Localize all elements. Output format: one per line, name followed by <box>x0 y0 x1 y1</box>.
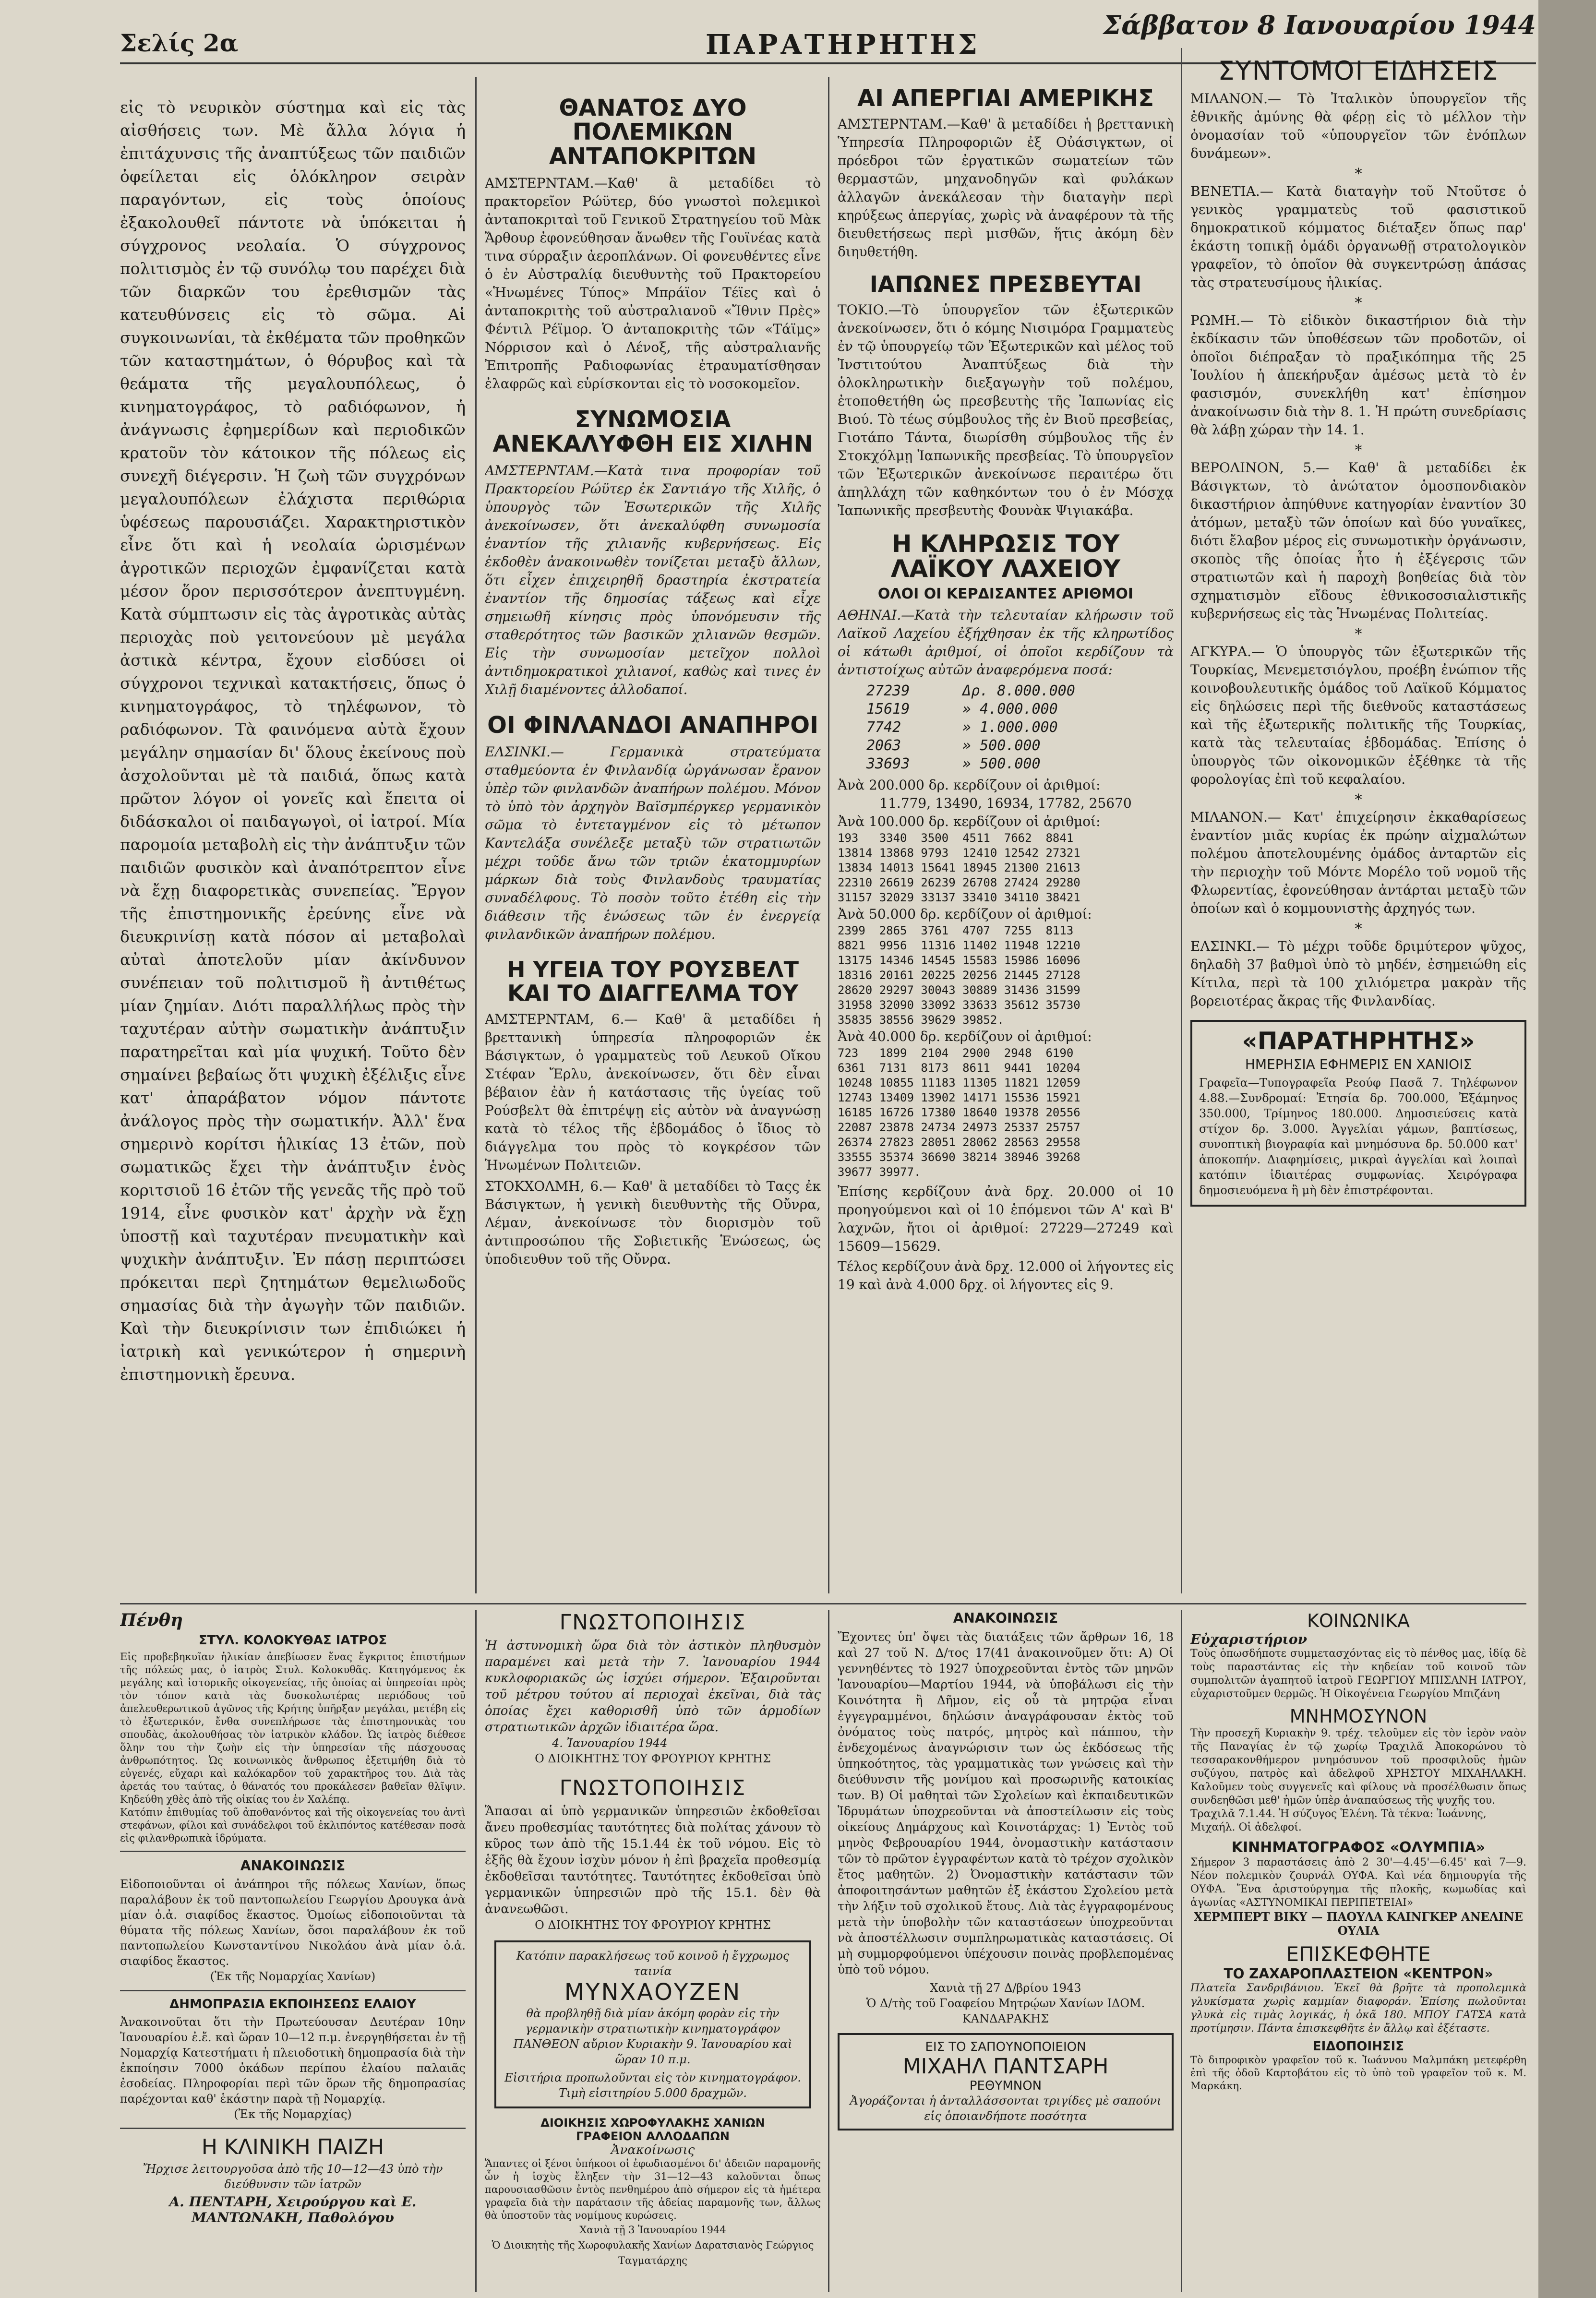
soap-ad-city: ΡΕΘΥΜΝΟΝ <box>969 2079 1042 2093</box>
lottery-prize-list <box>866 682 1174 773</box>
divider <box>120 1990 466 1991</box>
lottery-line-50: Ἀνὰ 50.000 δρ. κερδίζουν οἱ ἀριθμοί: <box>838 906 1092 922</box>
article-conspiracy-text: ΑΜΣΤΕΡΝΤΑΜ.—Κατὰ τινα προφορίαν τοῦ Πρακτορείου Ρώϋτερ ἐκ Σαντιάγο τῆς Χιλῆς, ὁ ὑπουργὸς τῶν Ἐσωτερικῶν τῆς Χιλῆς ἀνεκοίνωσεν, ὅτι ἀνεκαλύφθη συνωμοσία ἐναντίον τῆς χιλιανῆς κυβερνήσεως. Εἰς ἐκδοθὲν ἀνακοινωθὲν τονίζεται μεταξὺ ἄλλων, ὅτι εἶχεν ἐπιχειρηθῆ δραστηρία ἐκστρατεία ἐναντίον τῆς δημοσίας τάξεως καὶ εἶχε σημειωθῆ κίνησις πρὸς ὑπονόμευσιν τῆς σταθερότητος τῶν βασικῶν χιλιανῶν θεσμῶν. Εἰς τὴν συνωμοσίαν μετεῖχον πολλοὶ ἀντιδημοκρατικοὶ χιλιανοί, καθὼς καὶ τινες ἐν Χιλῇ διαμένοντες ἀλλοδαποί. <box>485 462 821 697</box>
soap-ad-name: ΜΙΧΑΗΛ ΠΑΝΤΣΑΡΗ <box>902 2054 1109 2079</box>
soap-ad-text: Ἀγοράζονται ἡ ἀνταλλάσσονται τριγίδες μὲ σαπούνι εἰς ὁποιανδήποτε ποσότητα <box>850 2094 1162 2123</box>
column-4 <box>1190 53 1526 1598</box>
lottery-prize-row <box>866 718 1174 737</box>
headline-deaths: ΘΑΝΑΤΟΣ ΔΥΟ ΠΟΛΕΜΙΚΩΝ ΑΝΤΑΠΟΚΡΙΤΩΝ <box>549 95 757 170</box>
divider <box>120 2128 466 2129</box>
lottery-prize-amount: » 500.000 <box>962 737 1041 754</box>
auction-title: ΔΗΜΟΠΡΑΣΙΑ ΕΚΠΟΙΗΣΕΩΣ ΕΛΑΙΟΥ <box>169 1997 416 2011</box>
gendarmerie-label: Ἀνακοίνωσις <box>611 2143 695 2157</box>
headline-lottery: Η ΚΛΗΡΩΣΙΣ ΤΟΥ ΛΑΪΚΟΥ ΛΑΧΕΙΟΥ <box>890 529 1121 583</box>
column-rule <box>828 1610 829 2292</box>
thanks-title: Εὐχαριστήριον <box>1190 1631 1308 1647</box>
obituary-note: Κατόπιν ἐπιθυμίας τοῦ ἀποθανόντος καὶ τῆς οἰκογενείας του ἀντὶ στεφάνων, φίλοι καὶ συνάδελφοι τοῦ ἐκλιπόντος κατέθεσαν ποσὰ εἰς φιλανθρωπικὰ ἱδρύματα. <box>120 1807 466 1844</box>
lottery-prize-number: 33693 <box>866 755 910 772</box>
soap-ad-title: ΕΙΣ ΤΟ ΣΑΠΟΥΝΟΠΟΙΕΙΟΝ <box>925 2040 1086 2054</box>
page-edge <box>1538 0 1596 2298</box>
lottery-grid-50: 2399 2865 3761 4707 7255 8113 8821 9956 11316 11402 11948 12210 13175 14346 14545 15583 15986 16096 18316 20161 20225 20256 21445 27128 28620 29297 30043 30889 31436 31599 31958 32090 33092 33633 35612 35730 35835 38556 39629 39852. <box>838 923 1080 1027</box>
auction-text: Ἀνακοινοῦται ὅτι τὴν Πρωτεύουσαν Δευτέραν 10ην Ἰανουαρίου ἐ.ἔ. καὶ ὥραν 10—12 π.μ. ἐνεργηθήσεται ἐν τῇ Νομαρχίᾳ Κατεστήματι ἡ πλειοδοτικὴ δημοπρασία διὰ τὴν ἐκποίησιν 7000 ὀκάδων περίπου ἐλαίου παλαιᾶς ἐσοδείας. Πληροφορίαι περὶ τῶν ὅρων τῆς δημοπρασίας παρέχονται καθ' ἑκάστην παρὰ τῇ Νομαρχίᾳ. <box>120 2015 466 2106</box>
masthead-name: «ΠΑΡΑΤΗΡΗΤΗΣ» <box>1242 1027 1475 1055</box>
brief-news-list <box>1190 90 1526 1010</box>
masthead-subtitle: ΗΜΕΡΗΣΙΑ ΕΦΗΜΕΡΙΣ ΕΝ ΧΑΝΙΟΙΣ <box>1245 1056 1472 1073</box>
article-children-text: εἰς τὸ νευρικὸν σύστημα καὶ εἰς τὰς αἰσθήσεις των. Μὲ ἄλλα λόγια ἡ ἐπιτάχυνσις τῆς ἀναπτύξεως τῶν παιδιῶν ὀφείλεται εἰς ὁλόκληρον σειρὰν παραγόντων, εἰς τοὺς ὁποίους ἐξακολουθεῖ πάντοτε νὰ ὑπόκειται ἡ σύγχρονος νεολαία. Ὁ σύγχρονος πολιτισμὸς ἐν τῷ συνόλῳ του παρέχει διὰ τῶν διαρκῶν του ἐρεθισμῶν τὰς κατευθύνσεις εἰς τὸ σῶμα. Αἱ συγκοινωνίαι, τὰ ἐκθέματα τῶν προθηκῶν τῶν καταστημάτων, ὁ θόρυβος καὶ τὰ θεάματα τῆς μεγαλουπόλεως, ὁ κινηματογράφος, τὸ ραδιόφωνον, ἡ ἀνάγνωσις ἐφημερίδων καὶ περιοδικῶν κρατοῦν τὸν κάτοικον τῆς πόλεως εἰς συνεχῆ διέγερσιν. Ἡ ζωὴ τῶν συγχρόνων μεγαλουπόλεων ἐλάχιστα περιθώρια ὑφέσεως παρουσιάζει. Χαρακτηριστικὸν εἶνε ὅτι καὶ ἡ νεολαία ὡρισμένων ἀγροτικῶν περιοχῶν ἐμφανίζεται κατὰ μέσον ὅρον περισσότερον ἀνεπτυγμένη. Κατὰ σύμπτωσιν εἰς τὰς ἀγροτικὰς αὐτὰς περιοχὰς ποὺ γειτονεύουν μὲ μεγάλα ἀστικὰ κέντρα, ἔχουν εἰσδύσει οἱ σύγχρονοι τεχνικαὶ κατακτήσεις, ὅπως ὁ κινηματογράφος, τὸ τηλέφωνον, τὸ ραδιόφωνον. Τὰ φαινόμενα αὐτὰ ἔχουν μεγάλην σημασίαν δι' ὅλους ἐκείνους ποὺ ἀσχολοῦνται μὲ τὰ παιδιά, ὅπως κατὰ πρῶτον λόγον οἱ γονεῖς καὶ ἔπειτα οἱ διδάσκαλοι οἱ παιδαγωγοὶ, οἱ ἰατροί. Μία παρομοία μεταβολὴ εἰς τὴν ἀνάπτυξιν τῶν παιδιῶν φυσικὸν καὶ ἀναπότρεπτον εἶνε νὰ ἔχῃ διαφορετικὰς συνεπείας. Ἔργον τῆς ἐπιστημονικῆς ἐρεύνης εἶνε νὰ διευκρινίσῃ κατὰ πόσον αἱ μεταβολαὶ αὐταὶ ἀποτελοῦν μίαν ἀκίνδυνον συνέπειαν τοῦ πολιτισμοῦ ἢ ἀντιθέτως μίαν ζημίαν. Διότι παραλλήλως πρὸς τὴν ταχυτέραν αὐτὴν σωματικὴν ἀνάπτυξιν παρατηρεῖται καὶ μία ψυχική. Τοῦτο δὲν σημαίνει βεβαίως ὅτι ψυχικὴ ἐξέλιξις εἶνε κατ' ἀπαράβατον νόμον πάντοτε ἀνάλογος πρὸς τὴν σωματικήν. Ἀλλ' ἕνα σημερινὸ κορίτσι ἡλικίας 13 ἐτῶν, ποὺ σωματικῶς ἔχει τὴν ἀνάπτυξιν ἑνὸς κοριτσιοῦ 16 ἐτῶν τῆς γενεᾶς τῆς πρὸ τοῦ 1914, εἶνε φυσικὸν κατ' ἀρχὴν νὰ ἔχῃ ὑποστῇ καὶ ταχυτέραν πνευματικὴν καὶ ψυχικὴν ἀνάπτυξιν. Ἐν πάσῃ περιπτώσει πρόκειται περὶ ζητημάτων θεμελιωδοῦς σημασίας διὰ τὴν ἀγωγὴν τῶν παιδιῶν. Καὶ τὴν διευκρίνισιν των ἐπιδιώκει ἡ ἰατρικὴ καὶ γενικώτερον ἡ σημερινὴ ἐπιστημονικὴ ἔρευνα. <box>120 98 466 1384</box>
masthead-text: Γραφεῖα—Τυπογραφεῖα Ρεούφ Πασᾶ 7. Τηλέφωνον 4.88.—Συνδρομαί: Ἐτησία δρ. 700.000, Ἐξάμηνος 350.000, Τρίμηνος 180.000. Δημοσιεύσεις κατὰ στίχον δρ. 3.000. Ἀγγελίαι γάμων, βαπτίσεως, συνοπτικὴ βιογραφία καὶ μνημόσυνα δρ. 50.000 κατ' ἀποκοπήν. Διαφημίσεις, μικραὶ ἀγγελίαι καὶ λοιπαὶ κατόπιν ἰδιαιτέρας συμφωνίας. Χειρόγραφα δημοσιευόμενα ἢ μὴ δὲν ἐπιστρέφονται. <box>1199 1076 1518 1197</box>
divider <box>120 1851 466 1852</box>
page-number: Σελίς 2α <box>120 29 239 57</box>
masthead-box <box>1190 1020 1526 1207</box>
gnostopoiisis-1-sign: Ο ΔΙΟΙΚΗΤΗΣ ΤΟΥ ΦΡΟΥΡΙΟΥ ΚΡΗΤΗΣ <box>535 1752 771 1765</box>
newspaper-title: ΠΑΡΑΤΗΡΗΤΗΣ <box>706 29 980 60</box>
cafe-ad-title: ΕΠΙΣΚΕΦΘΗΤΕ <box>1286 1942 1431 1966</box>
article-japan-text: ΤΟΚΙΟ.—Τὸ ὑπουργεῖον τῶν ἐξωτερικῶν ἀνεκοίνωσεν, ὅτι ὁ κόμης Νισιμόρα Γραμματεὺς ἐν τῷ ὑπουργείῳ τῶν Ἐξωτερικῶν καὶ μέλος τοῦ Ἰνστιτούτου Ἀναπτύξεως διὰ τὴν ὁλοκληρωτικὴν διεξαγωγὴν τοῦ πολέμου, ἐτοποθετήθη ὡς πρεσβευτὴς τῆς Ἰαπωνίας εἰς Βιού. Τὸ τέως σύμβουλος τῆς ἐν Βιοῦ πρεσβείας, Γιοτάπο Τάντα, διωρίσθη σύμβουλος τῆς ἐν Στοκχόλμῃ Ἰαπωνικῆς πρεσβείας. Τὸ ὑπουργεῖον τῶν Ἐξωτερικῶν ἀνεκοίνωσε περαιτέρω ὅτι ἀπηλλάχη τῶν καθηκόντων του ὁ ἐν Μόσχᾳ Ἰαπωνικῆς πρεσβευτὴς Φουνὰκ Ψιγιακάβα. <box>838 301 1174 518</box>
column-rule <box>475 77 477 1593</box>
column-2 <box>485 77 821 1598</box>
article-america-text: ΑΜΣΤΕΡΝΤΑΜ.—Καθ' ἃ μεταδίδει ἡ βρεττανικὴ Ὑπηρεσία Πληροφοριῶν ἐξ Οὐάσιγκτων, οἱ πρόεδροι τῶν ἐργατικῶν σωματείων τῶν θερμαστῶν, μηχανοδηγῶν καὶ φυλάκων ἀλλαγῶν ἀνεκάλεσαν τὴν διαταγὴν περὶ κηρύξεως ἀπεργίας, χωρὶς νὰ ἀναφέρουν τὰ τῆς διευθετήσεως περὶ μισθῶν, ἥτις ἀκόμη δὲν διηυθετήθη. <box>838 116 1174 260</box>
clinic-doctors: Α. ΠΕΝΤΑΡΗ, Χειρούργου καὶ Ε. ΜΑΝΤΩΝΑΚΗ, Παθολόγου <box>169 2194 417 2226</box>
column-rule <box>475 1610 477 2292</box>
lottery-outro-1: Ἐπίσης κερδίζουν ἀνὰ δρχ. 20.000 οἱ 10 προηγούμενοι καὶ οἱ 10 ἑπόμενοι τῶν Α' καὶ Β' λαχνῶν, ἤτοι οἱ ἀριθμοί: 27229—27249 καὶ 15609—15629. <box>838 1183 1174 1254</box>
headline-conspiracy: ΣΥΝΩΜΟΣΙΑ ΑΝΕΚΑΛΥΦΘΗ ΕΙΣ ΧΙΛΗΝ <box>492 406 813 457</box>
column-rule <box>828 77 829 1593</box>
registry-notice-text: Ἔχοντες ὑπ' ὄψει τὰς διατάξεις τῶν ἄρθρων 16, 18 καὶ 27 τοῦ Ν. Δ/τος 17(41 ἀνακοινοῦμεν ὅτι: Α) Οἱ γεννηθέντες τὸ 1927 ὑποχρεοῦνται ἐντὸς τῶν μηνῶν Ἰανουαρίου—Μαρτίου 1944, νὰ ὑποβάλωσι εἰς τὴν Κοινότητα ἢ Δῆμον, εἰς οὗ τὰ μητρῷα εἶναι ἐγγεγραμμένοι, δηλώσιν ἀναγράφουσαν ἐκτὸς τοῦ ὀνόματος τοὺς πατρός, μητρὸς καὶ πάππου, τὴν ἐνδεχομένως ἀναγνώρισιν των ὡς ἐκδόσεως τῆς ὑπηκοότητος, τὰς γραμματικὰς των γνώσεις καὶ τὴν διεύθυνσιν τῆς μονίμου καὶ προσωρινῆς κατοικίας των. Β) Οἱ μαθηταὶ τῶν Σχολείων καὶ ἐκπαιδευτικῶν Ἱδρυμάτων ὑποχρεοῦνται νὰ ἀποστείλωσιν εἰς τοὺς οἰκείους Δημάρχους καὶ Κοινοτάρχας: 1) Ἐντὸς τοῦ μηνὸς Φεβρουαρίου 1944, ὀνομαστικὴν κατάστασιν τῶν τὸ πρῶτον ἐγγραφέντων κατὰ τὸ τρέχον σχολικὸν ἔτος μαθητῶν. 2) Ὀνομαστικὴν κατάστασιν τῶν ἀποφοιτησάντων μαθητῶν ἐξ ἑκάστου Σχολείου μετὰ τὴν λήξιν τοῦ σχολικοῦ ἔτους. Διὰ τὰς ἐγγραφομένους μετὰ τὴν ὑποβολὴν τῶν καταστάσεων ὑποχρεοῦνται νὰ ἀποστέλλωσιν συμπληρωματικὰς καταστάσεις. Οἱ μὴ συμμορφούμενοι ὑπέχουσιν ποινὰς προβλεπομένας ὑπὸ τοῦ νόμου. <box>838 1630 1174 1976</box>
thanks-text: Τοὺς ὁπωσδήποτε συμμετασχόντας εἰς τὸ πένθος μας, ἰδίᾳ δὲ τοὺς παραστάντας εἰς τὴν κηδείαν τοῦ κοινοῦ τῶν συμπολιτῶν ἀγαπητοῦ ἰατροῦ ΓΕΩΡΓΙΟΥ ΜΠΙΣΑΝΗ ΙΑΤΡΟΥ, εὐχαριστοῦμεν θερμῶς. Ἡ Οἰκογένεια Γεωργίου Μπιζάνη <box>1190 1648 1526 1700</box>
gendarmerie-date: Χανιὰ τῇ 3 Ἰανουαρίου 1944 <box>579 2224 726 2236</box>
section-obituaries: Πένθη <box>120 1610 183 1630</box>
section-social: ΚΟΙΝΩΝΙΚΑ <box>1307 1610 1410 1631</box>
article-finland-text: ΕΛΣΙΝΚΙ.— Γερμανικὰ στρατεύματα σταθμεύοντα ἐν Φινλανδίᾳ ὠργάνωσαν ἔρανον ὑπὲρ τῶν φινλανδῶν ἀναπήρων πολέμου. Μόνον τὸ ὑπὸ τὸν ἀρχηγὸν Βαϊσμπέργκερ γερμανικὸν σῶμα τὸ ἐντεταγμένον εἰς τὸ μέτωπον Καντελάξα συνέλεξε μεταξὺ τῶν στρατιωτῶν μέχρι τοῦδε ἄνω τῶν τριῶν ἑκατομμυρίων μάρκων διὰ τοὺς Φινλανδοὺς τραυματίας συναδέλφους. Τὸ ποσὸν τοῦτο ἐτέθη εἰς τὴν διάθεσιν τῆς ἑνώσεως τῶν ἐν ἐνεργείᾳ φινλανδικῶν ἀναπήρων πολέμου. <box>485 744 821 943</box>
headline-brief-news: ΣΥΝΤΟΜΟΙ ΕΙΔΗΣΕΙΣ <box>1218 56 1499 86</box>
registry-notice-date: Χανιὰ τῇ 27 Δ/βρίου 1943 <box>930 1981 1081 1995</box>
bottom-column-4 <box>1190 1610 1526 2292</box>
column-rule <box>1181 1610 1182 2292</box>
lottery-grid-100: 193 3340 3500 4511 7662 8841 13814 13868 9793 12410 12542 27321 13834 14013 15641 18945 21300 21613 22310 26619 26239 26708 27424 29280 31157 32029 33137 33410 34110 38421 <box>838 831 1080 904</box>
cinema-actors: ΧΕΡΜΠΕΡΤ ΒΙΚΥ — ΠΑΟΥΛΑ ΚΑΙΝΓΚΕΡ ΑΝΕΛΙΝΕ ΟΥΛΙΑ <box>1193 1910 1524 1938</box>
notice-text: Εἰδοποιοῦνται οἱ ἀνάπηροι τῆς πόλεως Χανίων, ὅπως παραλάβουν ἐκ τοῦ παντοπωλείου Γεωργίου Δρουγκα ἀνὰ μίαν ὀ.ἀ. σιαφίδος ἕκαστος. Ὁμοίως εἰδοποιοῦνται τὰ θύματα τῆς πόλεως Χανίων, ὅσοι παραλάβουν ἐκ τοῦ παντοπωλείου Κωνσταντίνου Νικολάου ἀνὰ μίαν ὀ.ἀ. σιαφίδος ἕκαστος. <box>120 1878 466 1968</box>
brief-news-item: ΜΙΛΑΝΟΝ.— Τὸ Ἰταλικὸν ὑπουργεῖον τῆς ἐθνικῆς ἀμύνης θὰ φέρῃ εἰς τὸ μέλλον τὴν ὀνομασίαν τοῦ «ὑπουργεῖον τῶν ἐνόπλων δυνάμεων». <box>1190 90 1526 161</box>
article-roosevelt-text-2: ΣΤΟΚΧΟΛΜΗ, 6.— Καθ' ἃ μεταδίδει τὸ Ταςς ἐκ Βάσιγκτων, ἡ γενικὴ διευθυντὴς τῆς Οὔνρα, Λέμαν, ἀνεκοίνωσε τὸν διορισμὸν τοῦ ἀντιπροσώπου τῆς Σοβιετικῆς Ἑνώσεως, ὡς ὑποδιευθυν τοῦ τῆς Οὔνρα. <box>485 1178 821 1267</box>
notice-text: Τὸ διπροφικὸν γραφεῖον τοῦ κ. Ἰωάννου Μαλμπάκη μετεφέρθη ἐπὶ τῆς ὁδοῦ Καρτοβάτου εἰς τὸ ὑπὸ τοῦ γραφεῖον τοῦ κ. Μ. Μαρκάκη. <box>1190 2054 1526 2092</box>
registry-notice-sign: Ὁ Δ/τὴς τοῦ Γοαφείου Μητρῴων Χανίων ΙΔΟΜ. ΚΑΝΔΑΡΑΚΗΣ <box>866 1997 1145 2025</box>
notice-title: ΕΙΔΟΠΟΙΗΣΙΣ <box>1312 2039 1404 2054</box>
film-intro: Κατόπιν παρακλήσεως τοῦ κοινοῦ ἡ ἔγχρωμος ταινία <box>516 1949 790 1978</box>
headline-japan: ΙΑΠΩΝΕΣ ΠΡΕΣΒΕΥΤΑΙ <box>869 271 1142 298</box>
article-children <box>120 96 466 1608</box>
gnostopoiisis-2-sign: Ο ΔΙΟΙΚΗΤΗΣ ΤΟΥ ΦΡΟΥΡΙΟΥ ΚΡΗΤΗΣ <box>535 1918 771 1932</box>
lottery-subhead: ΟΛΟΙ ΟΙ ΚΕΡΔΙΣΑΝΤΕΣ ΑΡΙΘΜΟΙ <box>877 585 1134 602</box>
lottery-prize-row <box>866 755 1174 773</box>
separator-star-icon: * <box>1355 791 1362 808</box>
obituary-text: Εἰς προβεβηκυῖαν ἡλικίαν ἀπεβίωσεν ἕνας ἔγκριτος ἐπιστήμων τῆς πόλεώς μας, ὁ ἰατρὸς Στυλ. Κολοκυθᾶς. Κατηγόμενος ἐκ μεγάλης καὶ ἱστορικῆς οἰκογενείας, τῆς ὁποίας αἱ ὑπηρεσίαι πρὸς τὸν τόπον κατὰ τὰς δυσκολωτέρας περιόδους τοῦ ἀπελευθερωτικοῦ ἀγῶνος τῆς Κρήτης ὑπῆρξαν μεγάλαι, μετέβη εἰς τὸ ἐξωτερικόν, ἔνθα συνεπλήρωσε τὰς ἐπιστημονικὰς του σπουδὰς, ἀκολουθήσας τὸν ἰατρικὸν κλάδον. Ὡς ἰατρὸς διέθεσε ὅλην του τὴν ζωὴν εἰς τὴν ὑπηρεσίαν τῆς πάσχουσας ἀνθρωπότητος. Ὡς κοινωνικὸς ἄνθρωπος ἐξετιμήθη διὰ τὸ εὐγενές, εὔχαρι καὶ καλόκαρδον τοῦ χαρακτῆρος του. Διὰ τὰς ἀρετάς του ταύτας, ὁ θάνατός του προκάλεσεν βαθεῖαν θλῖψιν. Κηδεύθη χθὲς ἀπὸ τῆς οἰκίας του ἐν Χαλέπᾳ. <box>120 1651 466 1805</box>
brief-news-item: ΡΩΜΗ.— Τὸ εἰδικὸν δικαστήριον διὰ τὴν ἐκδίκασιν τῶν ὑποθέσεων τῶν προδοτῶν, οἱ ὁποῖοι διέπραξαν τὸ πραξικόπημα τῆς 25 Ἰουλίου ἡ ἀπεκήρυξαν ἀμέσως μετὰ τὸ ἐν φασισμόν, συνεκλήθη κατ' ἐπίσημον ἀνακοίνωσιν διὰ τὴν 8. 1. Ἡ πρώτη συνεδρίασις θὰ λάβῃ χώραν τὴν 14. 1. <box>1190 312 1526 438</box>
lottery-prize-row <box>866 700 1174 718</box>
memorial-sign: Τραχιλᾶ 7.1.44. Ἡ σύζυγος Ἑλένη. Τὰ τέκνα: Ἰωάννης, Μιχαήλ. Οἱ ἀδελφοί. <box>1190 1808 1487 1833</box>
film-title: ΜΥΝΧΑΟΥΖΕΝ <box>564 1979 742 2006</box>
lottery-prize-number: 2063 <box>866 737 901 754</box>
lottery-prize-row <box>866 737 1174 755</box>
lottery-prize-number: 15619 <box>866 700 910 718</box>
headline-finland: ΟΙ ΦΙΝΛΑΝΔΟΙ ΑΝΑΠΗΡΟΙ <box>487 711 818 739</box>
separator-star-icon: * <box>1355 165 1362 182</box>
registry-notice-title: ΑΝΑΚΟΙΝΩΣΙΣ <box>953 1610 1058 1626</box>
brief-news-item: ΜΙΛΑΝΟΝ.— Κατ' ἐπιχείρησιν ἐκκαθαρίσεως ἐναντίον μιᾶς κυρίας ἐκ πρώην αἰχμαλώτων πολέμου ἀποτελουμένης ὁμάδος ἀνταρτῶν εἰς τὴν περιοχὴν τοῦ Μόντε Μορέλο τοῦ νομοῦ τῆς Φλωρεντίας, ἐφονεύθησαν ἀντάρται μεταξὺ τῶν ὁποίων καὶ ὁ κομμουνιστὴς ἀρχηγός των. <box>1190 809 1526 916</box>
clinic-text: Ἤρχισε λειτουργοῦσα ἀπὸ τῆς 10—12—43 ὑπὸ τὴν διεύθυνσιν τῶν ἰατρῶν <box>143 2162 443 2191</box>
column-rule <box>1181 48 1182 1593</box>
lottery-prize-amount: » 500.000 <box>962 755 1041 772</box>
lottery-line-200: Ἀνὰ 200.000 δρ. κερδίζουν οἱ ἀριθμοί: <box>838 777 1101 793</box>
bottom-column-2 <box>485 1610 821 2292</box>
lottery-prize-number: 7742 <box>866 718 901 736</box>
brief-news-item: ΒΕΝΕΤΙΑ.— Κατὰ διαταγὴν τοῦ Ντοῦτσε ὁ γενικὸς γραμματεὺς τοῦ φασιστικοῦ δημοκρατικοῦ κόμματος διέταξεν ὅπως παρ' ἑκάστη τοπικῇ ὁμάδι ὀργανωθῇ στρατολογικὸν γραφεῖον, τὸ ὁποῖον θὰ συγκεντρώσῃ ἁπάσας τὰς στρατευσίμους ἡλικίας. <box>1190 183 1526 290</box>
brief-news-item: ΕΛΣΙΝΚΙ.— Τὸ μέχρι τοῦδε δριμύτερον ψῦχος, δηλαδὴ 37 βαθμοὶ ὑπὸ τὸ μηδέν, ἐσημειώθη εἰς Κίτιλα, περὶ τὰ 100 χιλιόμετρα μακρὰν τῆς βορειοτέρας ἄκρας τῆς Φινλανδίας. <box>1190 938 1526 1009</box>
bottom-column-3 <box>838 1610 1174 2292</box>
cinema-text: Σήμερον 3 παραστάσεις ἀπὸ 2 30'—4.45'—6.45' καὶ 7—9. Νέον πολεμικὸν ζουρνάλ ΟΥΦΑ. Καὶ νέα δημιουργία τῆς ΟΥΦΑ. Ἕνα ἀριστούργημα τῆς πλοκῆς, κωμωδίας καὶ ἀγωνίας «ΑΣΤΥΝΟΜΙΚΑΙ ΠΕΡΙΠΕΤΕΙΑΙ» <box>1190 1856 1526 1909</box>
section-rule <box>120 1603 1526 1604</box>
cinema-title: ΚΙΝΗΜΑΤΟΓΡΑΦΟΣ «ΟΛΥΜΠΙΑ» <box>1231 1839 1486 1856</box>
headline-america: ΑΙ ΑΠΕΡΓΙΑΙ ΑΜΕΡΙΚΗΣ <box>857 85 1154 112</box>
cafe-ad-text: Πλατεῖα Σανδριβάνιου. Ἐκεῖ θὰ βρῆτε τὰ προπολεμικὰ γλυκίσματα χωρὶς καμμίαν διαφοράν. Ἐπίσης πωλοῦνται γλυκὰ εἰς τιμὰς λογικάς, ἡ ὀκᾶ 180. ΜΠΟΥ ΓΑΤΣΑ κατὰ προτίμησιν. Πάντα ἐπισκεφθῆτε ἐν ἄλλῳ καὶ ἐξέταστε. <box>1190 1982 1526 2035</box>
gendarmerie-text: Ἅπαντες οἱ ξένοι ὑπήκοοι οἱ ἐφωδιασμένοι δι' ἀδειῶν παραμονῆς ὧν ἡ ἰσχὺς ἔληξεν τὴν 31—12—43 καλοῦνται ὅπως παρουσιασθῶσιν ἐντὸς πενθημέρου ἀπὸ σήμερον εἰς τὰ ἡμέτερα γραφεῖα διὰ τὴν παράτασιν τῆς ἀδείας παραμονῆς των, ἄλλως θὰ ὑποστοῦν τὰς νομίμους κυρώσεις. <box>485 2158 821 2221</box>
lottery-prize-amount: » 4.000.000 <box>962 700 1058 718</box>
lottery-prize-number: 27239 <box>866 682 910 699</box>
gendarmerie-sign: Ὁ Διοικητὴς τῆς Χωροφυλακῆς Χανίων Δαρατσιανὸς Γεώργιος Ταγματάρχης <box>492 2239 814 2266</box>
memorial-title: ΜΝΗΜΟΣΥΝΟΝ <box>1289 1706 1428 1727</box>
gendarmerie-title: ΔΙΟΙΚΗΣΙΣ ΧΩΡΟΦΥΛΑΚΗΣ ΧΑΝΙΩΝ <box>540 2116 765 2130</box>
lottery-prize-row <box>866 682 1174 700</box>
memorial-text: Τὴν προσεχῆ Κυριακὴν 9. τρέχ. τελοῦμεν εἰς τὸν ἱερὸν ναὸν τῆς Παναγίας ἐν τῷ χωρίῳ Τραχιλᾶ Ἀποκορώνου τὸ τεσσαρακονθήμερον μνημόσυνον τοῦ προσφιλοῦς ἡμῶν συζύγου, πατρὸς καὶ ἀδελφοῦ ΧΡΗΣΤΟΥ ΜΙΧΑΗΛΑΚΗ. Καλοῦμεν τοὺς συγγενεῖς καὶ φίλους νὰ προσέλθωσιν ὅπως συνδεηθῶσι μεθ' ἡμῶν ὑπὲρ ἀναπαύσεως τῆς ψυχῆς του. <box>1190 1727 1526 1807</box>
gnostopoiisis-2-text: Ἅπασαι αἱ ὑπὸ γερμανικῶν ὑπηρεσιῶν ἐκδοθεῖσαι ἄνευ προθεσμίας ταυτότητες διὰ πολίτας χάνουν τὸ κῦρος των ἀπὸ τῆς 15.1.44 ἐκ τοῦ νόμου. Εἰς τὸ ἑξῆς θὰ ἔχουν ἰσχὺν μόνον ἡ ἐπὶ βραχεῖα προθεσμίᾳ ἐκδοθεῖσαι ταυτότητες. Ταυτότητες ἐκδοθεῖσαι ὑπὸ γερμανικῶν ὑπηρεσιῶν πρὸ τῆς 15.1. δὲν θὰ ἀνανεωθῶσι. <box>485 1804 821 1916</box>
lottery-prize-amount: Δρ. 8.000.000 <box>962 682 1075 699</box>
film-price: Εἰσιτήρια προπωλοῦνται εἰς τὸν κινηματογράφον. Τιμὴ εἰσιτηρίου 5.000 δραχμῶν. <box>504 2071 801 2100</box>
gnostopoiisis-1-title: ΓΝΩΣΤΟΠΟΙΗΣΙΣ <box>559 1610 746 1635</box>
gnostopoiisis-1-date: 4. Ἰανουαρίου 1944 <box>552 1736 668 1750</box>
article-roosevelt-text-1: ΑΜΣΤΕΡΝΤΑΜ, 6.— Καθ' ἃ μεταδίδει ἡ βρεττανικὴ ὑπηρεσία πληροφοριῶν ἐκ Βάσιγκτων, ὁ γραμματεὺς τοῦ Λευκοῦ Οἴκου Στέφαν Ἔρλυ, ἀνεκοίνωσεν, ὅτι δὲν εἶναι βέβαιον ἐὰν ἡ κατάστασις τῆς ὑγείας τοῦ Ρούσβελτ θὰ ἐπιτρέψῃ εἰς αὐτὸν νὰ ἀναγνώσῃ κατὰ τὸ τέλος τῆς ἑβδομάδος ὁ ἴδιος τὸ διάγγελμα του πρὸς τὸ κογκρέσον τῶν Ἡνωμένων Πολιτειῶν. <box>485 1011 821 1173</box>
article-deaths-text: ΑΜΣΤΕΡΝΤΑΜ.—Καθ' ἃ μεταδίδει τὸ πρακτορεῖον Ρώϋτερ, δύο γνωστοὶ πολεμικοὶ ἀνταποκριταὶ τοῦ Γενικοῦ Στρατηγείου τοῦ Μὰκ Ἄρθουρ ἐφονεύθησαν ἄνωθεν τῆς Γουϊνέας κατὰ τινα σύρραξιν ἀεροπλάνων. Οἱ φονευθέντες εἶνε ὁ ἐν Αὐστραλίᾳ διευθυντὴς τοῦ Πρακτορείου «Ἡνωμένες Τύπος» Μπράϊον Τέϊες καὶ ὁ ἀνταποκριτὴς τοῦ αὐστραλιανοῦ «Ἴθνιν Πρὲς» Φέντιλ Ρέϊμορ. Ὁ ἀνταποκριτὴς τῶν «Τάϊμς» Νόρρισον καὶ ὁ Λένοξ, τῆς αὐστραλιανῆς Ἐπιτροπῆς Ραδιοφωνίας ἐτραυματίσθησαν ἐλαφρῶς καὶ εὑρίσκονται εἰς τὸ νοσοκομεῖον. <box>485 175 821 392</box>
lottery-line-100: Ἀνὰ 100.000 δρ. κερδίζουν οἱ ἀριθμοί: <box>838 813 1101 829</box>
gendarmerie-sub: ΓΡΑΦΕΙΟΝ ΑΛΛΟΔΑΠΩΝ <box>576 2130 730 2143</box>
separator-star-icon: * <box>1355 442 1362 459</box>
issue-date: Σάββατον 8 Ιανουαρίου 1944 <box>1103 10 1536 40</box>
lottery-prize-amount: » 1.000.000 <box>962 718 1058 736</box>
headline-roosevelt: Η ΥΓΕΙΑ ΤΟΥ ΡΟΥΣΒΕΛΤ ΚΑΙ ΤΟ ΔΙΑΓΓΕΛΜΑ ΤΟΥ <box>506 957 799 1006</box>
gnostopoiisis-2-title: ΓΝΩΣΤΟΠΟΙΗΣΙΣ <box>559 1776 746 1800</box>
lottery-line-40: Ἀνὰ 40.000 δρ. κερδίζουν οἱ ἀριθμοί: <box>838 1028 1092 1044</box>
notice-title: ΑΝΑΚΟΙΝΩΣΙΣ <box>240 1858 346 1874</box>
gnostopoiisis-1-text: Ἡ ἀστυνομικὴ ὥρα διὰ τὸν ἀστικὸν πληθυσμὸν παραμένει καὶ μετὰ τὴν 7. Ἰανουαρίου 1944 κυκλοφοριακῶς ὡς ἰσχύει σήμερον. Ἐξαιροῦνται τοῦ μέτρου τούτου αἱ περιοχαὶ ἐκεῖναι, διὰ τὰς ὁποίας ἔχει καθορισθῆ ὑπὸ τῶν ἀρμοδίων στρατιωτικῶν ἀρχῶν ἰδιαιτέρα ὥρα. <box>485 1639 821 1735</box>
obituary-title: ΣΤΥΛ. ΚΟΛΟΚΥΘΑΣ ΙΑΤΡΟΣ <box>198 1633 387 1648</box>
bottom-column-1 <box>120 1610 466 2292</box>
separator-star-icon: * <box>1355 294 1362 311</box>
soap-ad-box <box>838 2033 1174 2130</box>
lottery-outro-2: Τέλος κερδίζουν ἀνὰ δρχ. 12.000 οἱ λήγοντες εἰς 19 καὶ ἀνὰ 4.000 δρχ. οἱ λήγοντες εἰς 9. <box>838 1258 1174 1293</box>
separator-star-icon: * <box>1355 920 1362 937</box>
clinic-title: Η ΚΛΙΝΙΚΗ ΠΑΙΖΗ <box>201 2135 384 2159</box>
lottery-grid-40: 723 1899 2104 2900 2948 6190 6361 7131 8173 8611 9441 10204 10248 10855 11183 11305 11821 12059 12743 13409 13902 14171 15536 15921 16185 16726 17380 18640 19378 20556 22087 23878 24734 24973 25337 25757 26374 27823 28051 28062 28563 29558 33555 35374 36690 38214 38946 39268 39677 39977. <box>838 1046 1080 1179</box>
brief-news-item: ΑΓΚΥΡΑ.— Ὁ ὑπουργὸς τῶν ἐξωτερικῶν τῆς Τουρκίας, Μενεμετσιόγλου, προέβη ἐνώπιον τῆς κοινοβουλευτικῆς ὁμάδος τοῦ Λαϊκοῦ Κόμματος εἰς δηλώσεις περὶ τῆς διεθνοῦς καταστάσεως καὶ τῆς ἐξωτερικῆς πολιτικῆς τῆς Τουρκίας, κατὰ τὰς τελευταίας ἑβδομάδας. Ἐπίσης ὁ ὑπουργὸς τῶν οἰκονομικῶν ἐξέθηκε τὰ τῆς φορολογίας ἐπὶ τοῦ κεφαλαίου. <box>1190 643 1526 787</box>
notice-sign: (Ἐκ τῆς Νομαρχίας Χανίων) <box>210 1970 376 1983</box>
separator-star-icon: * <box>1355 625 1362 643</box>
lottery-nums-200: 11.779, 13490, 16934, 17782, 25670 <box>879 795 1132 811</box>
brief-news-item: ΒΕΡΟΛΙΝΟΝ, 5.— Καθ' ἃ μεταδίδει ἐκ Βάσιγκτων, τὸ ἀνώτατον ὁμοσπονδιακὸν δικαστήριον ἀπηύθυνε κατηγορίαν ἐναντίον 30 ἀτόμων, μεταξὺ τῶν ὁποίων καὶ δύο γυναῖκες, διότι ἔλαβον μέρος εἰς συνωμοτικὴν ὀργάνωσιν, σκοπὸς τῆς ὁποίας ἦτο ἡ ἐξέγερσις τῶν στρατιωτῶν καὶ ἡ παροχὴ βοηθείας διὰ τὸν σχηματισμὸν εἴδους ἐθνικοσοσιαλιστικῆς κυβερνήσεως εἰς τὰς Ἡνωμένας Πολιτείας. <box>1190 459 1526 622</box>
auction-sign: (Ἐκ τῆς Νομαρχίας) <box>234 2107 352 2121</box>
lottery-intro: ΑΘΗΝΑΙ.—Κατὰ τὴν τελευταίαν κλήρωσιν τοῦ Λαϊκοῦ Λαχείου ἐξήχθησαν ἐκ τῆς κληρωτίδος οἱ κάτωθι ἀριθμοί, οἱ ὁποῖοι κερδίζουν τὰ ἀντιστοίχως αὐτῶν ἀναφερόμενα ποσά: <box>838 607 1174 678</box>
cafe-ad-sub: ΤΟ ΖΑΧΑΡΟΠΛΑΣΤΕΙΟΝ «ΚΕΝΤΡΟΝ» <box>1224 1966 1493 1982</box>
film-ad-box <box>494 1940 811 2108</box>
film-text: θὰ προβληθῇ διὰ μίαν ἀκόμη φορὰν εἰς τὴν γερμανικὴν στρατιωτικὴν κινηματογράφον ΠΑΝΘΕΟΝ αὔριον Κυριακὴν 9. Ἰανουαρίου καὶ ὥραν 10 π.μ. <box>513 2007 792 2066</box>
column-3 <box>838 77 1174 1598</box>
